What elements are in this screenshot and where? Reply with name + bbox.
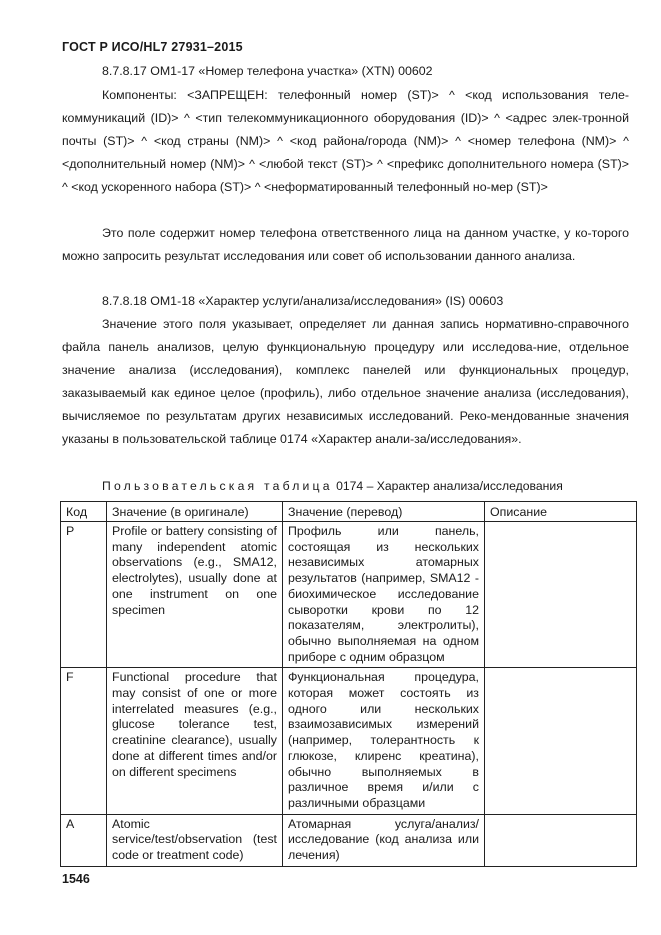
cell-code: F: [61, 668, 107, 814]
column-header-description: Описание: [485, 502, 637, 522]
table-caption: [102, 479, 563, 493]
paragraph-service-nature: Значение этого поля указывает, определяет ли данная запись нормативно-справочного файла панель анализов, целую функциональную процедуру или исследова-ние, отдельное значение анализа (исследования), комплекс панелей или функциональных процедур, заказываемый как единое целое (профиль), либо отдельное значение анализа (исследования), вычисляемое по результатам других независимых исследований. Реко-мендованные значения указаны в пользовательской таблице 0174 «Характер анали-за/исследования».: [62, 317, 629, 447]
section-heading-om1-18: 8.7.8.18 OM1-18 «Характер услуги/анализа/исследования» (IS) 00603: [102, 294, 504, 308]
cell-translation: Профиль или панель, состоящая из нескольких независимых атомарных результатов (например, SMA12 - биохимическое исследование сыворотки крови по 12 показателям, электролиты), обычно выполняемая на одном приборе с одним образцом: [283, 522, 485, 668]
cell-original: Functional procedure that may consist of one or more interrelated measures (e.g., glucose tolerance test, creatinine clearance), usually done at different times and/or on different specimens: [107, 668, 283, 814]
table-row: [61, 814, 637, 866]
cell-description: [485, 814, 637, 866]
column-header-translation: Значение (перевод): [283, 502, 485, 522]
table-caption-number: 0174: [336, 479, 364, 493]
table-caption-title: – Характер анализа/исследования: [366, 479, 563, 493]
column-header-original: Значение (в оригинале): [107, 502, 283, 522]
table-caption-label: Пользовательская таблица: [102, 479, 333, 493]
paragraph-phone-description: Это поле содержит номер телефона ответственного лица на данном участке, у ко-торого можно запросить результат исследования или совет об использовании данного анализа.: [62, 226, 629, 264]
table-row: [61, 668, 637, 814]
paragraph-components: Компоненты: <ЗАПРЕЩЕН: телефонный номер (ST)> ^ <код использования теле-коммуникаций (ID)> ^ <тип телекоммуникационного оборудования (ID)> ^ <адрес элек-тронной почты (ST)> ^ <код страны (NM)> ^ <код района/города (NM)> ^ <номер телефона (NM)> ^ <дополнительный номер (NM)> ^ <любой текст (ST)> ^ <префикс дополнительного номера (ST)> ^ <код ускоренного набора (ST)> ^ <неформатированный телефонный но-мер (ST)>: [62, 88, 629, 195]
table-row: [61, 522, 637, 668]
column-header-code: Код: [61, 502, 107, 522]
user-table-0174: [60, 501, 637, 867]
cell-description: [485, 522, 637, 668]
cell-original: Profile or battery consisting of many independent atomic observations (e.g., SMA12, electrolytes), usually done at one instrument on one specimen: [107, 522, 283, 668]
table-header-row: [61, 502, 637, 522]
page-number: 1546: [62, 872, 90, 886]
document-header: ГОСТ Р ИСО/HL7 27931–2015: [62, 40, 243, 54]
cell-description: [485, 668, 637, 814]
cell-translation: Атомарная услуга/анализ/исследование (код анализа или лечения): [283, 814, 485, 866]
cell-code: P: [61, 522, 107, 668]
cell-original: Atomic service/test/observation (test code or treatment code): [107, 814, 283, 866]
section-heading-om1-17: 8.7.8.17 OM1-17 «Номер телефона участка» (XTN) 00602: [102, 64, 433, 78]
cell-code: A: [61, 814, 107, 866]
cell-translation: Функциональная процедура, которая может состоять из одного или нескольких взаимозависимых измерений (например, толерантность к глюкозе, клиренс креатина), обычно выполняемых в различное время и/или с различными образцами: [283, 668, 485, 814]
